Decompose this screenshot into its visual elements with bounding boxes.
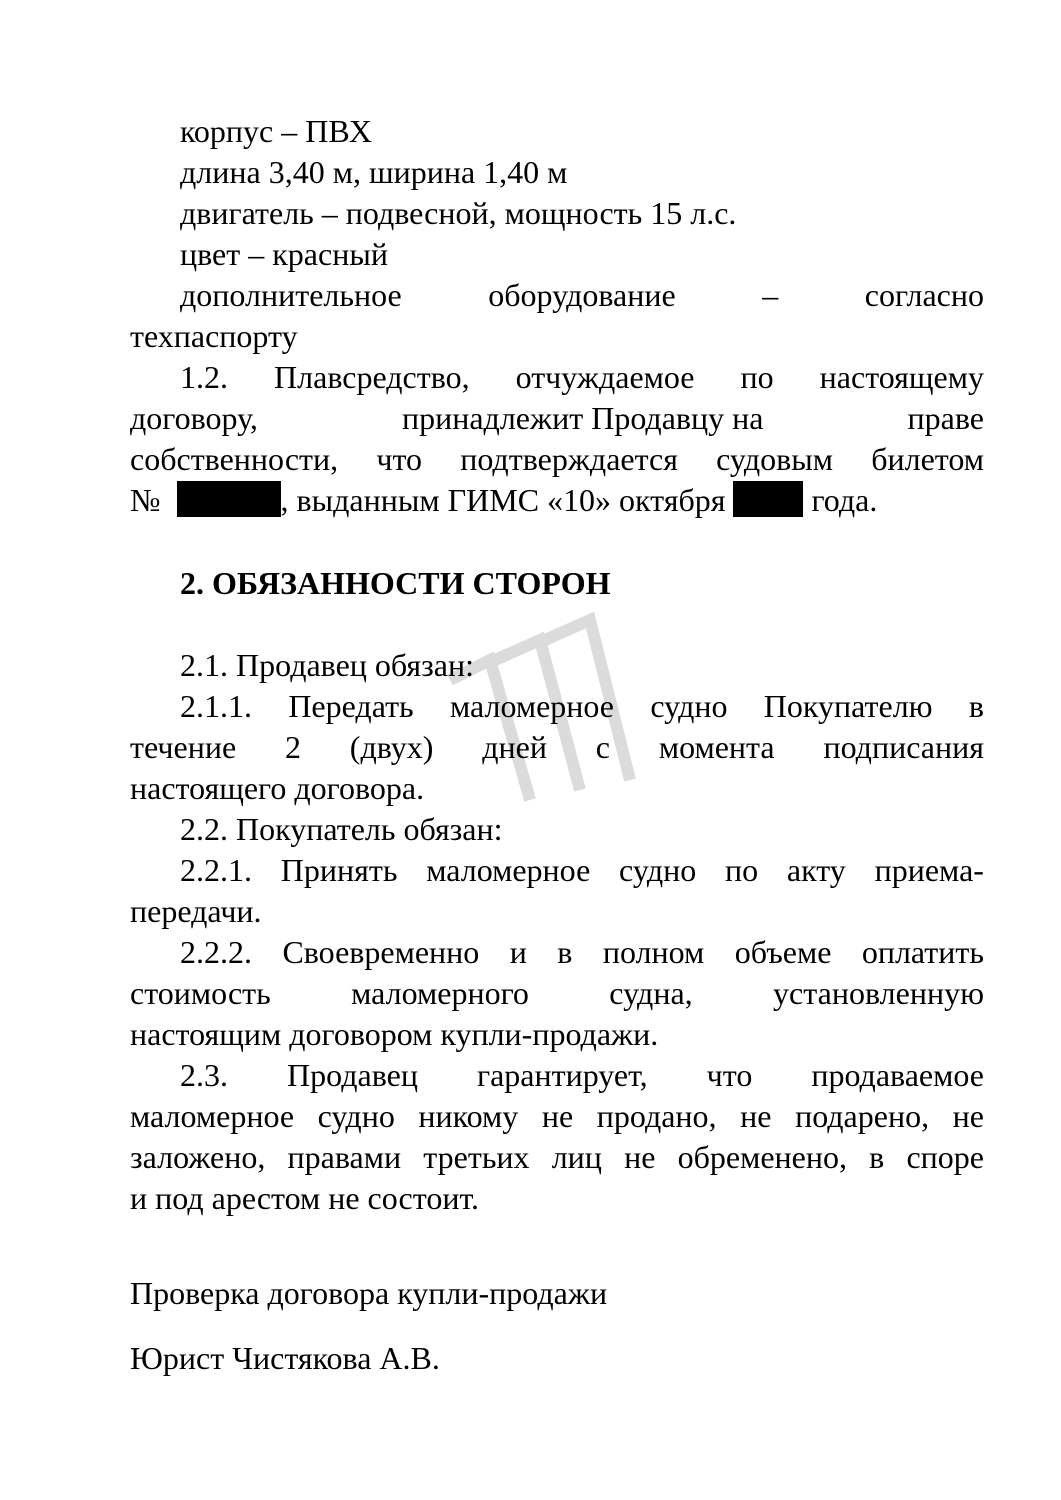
hull-line: корпус – ПВХ bbox=[180, 113, 373, 149]
word: лиц bbox=[551, 1139, 602, 1175]
word: праве bbox=[907, 400, 984, 436]
equipment-line bbox=[130, 275, 984, 316]
word: дополнительное bbox=[180, 277, 402, 313]
clause-2-1: 2.1. Продавец обязан: bbox=[180, 647, 474, 683]
word: отчуждаемое bbox=[515, 359, 695, 395]
word: в bbox=[557, 934, 573, 970]
clause-1-2-line-2 bbox=[130, 398, 984, 439]
word: приема- bbox=[874, 852, 984, 888]
word: 2.1.1. bbox=[180, 688, 252, 724]
word: подарено, bbox=[795, 1098, 930, 1134]
word: объеме bbox=[734, 934, 832, 970]
word: продано, bbox=[596, 1098, 717, 1134]
issued-text: , выданным ГИМС «10» октября bbox=[280, 482, 726, 518]
word: судно bbox=[619, 852, 697, 888]
word: билетом bbox=[871, 441, 984, 477]
clause-2-2-1-line-2: передачи. bbox=[130, 893, 262, 929]
word: третьих bbox=[423, 1139, 530, 1175]
word: принадлежит Продавцу на bbox=[401, 400, 764, 436]
clause-2-3-line-1 bbox=[130, 1055, 984, 1096]
word: маломерного bbox=[351, 975, 529, 1011]
word: стоимость bbox=[130, 975, 271, 1011]
word: Продавец bbox=[287, 1057, 418, 1093]
word: 2.2.2. bbox=[180, 934, 252, 970]
year-suffix: года. bbox=[803, 482, 878, 518]
word: оборудование bbox=[488, 277, 676, 313]
word: акту bbox=[786, 852, 846, 888]
word: 2.2.1. bbox=[180, 852, 252, 888]
redaction-year bbox=[733, 481, 803, 517]
word: подтверждается bbox=[460, 441, 678, 477]
word: установленную bbox=[773, 975, 984, 1011]
clause-2-3-line-4: и под арестом не состоит. bbox=[130, 1180, 480, 1216]
word: в bbox=[869, 1139, 885, 1175]
lawyer-signature: Юрист Чистякова А.В. bbox=[130, 1340, 440, 1376]
word: настоящему bbox=[819, 359, 984, 395]
word: что bbox=[376, 441, 423, 477]
clause-2-1-1-line-1 bbox=[130, 686, 984, 727]
word: и bbox=[509, 934, 527, 970]
word: 2 bbox=[284, 729, 301, 765]
clause-2-1-1-line-2 bbox=[130, 727, 984, 768]
clause-2-3-line-2 bbox=[130, 1096, 984, 1137]
word: дней bbox=[482, 729, 547, 765]
word: собственности, bbox=[130, 441, 339, 477]
word: продаваемое bbox=[811, 1057, 984, 1093]
word: не bbox=[740, 1098, 772, 1134]
clause-2-2-2-line-2 bbox=[130, 973, 984, 1014]
clause-1-2-line-1 bbox=[130, 357, 984, 398]
word: с bbox=[595, 729, 610, 765]
number-sign: № bbox=[130, 482, 161, 518]
word: договору, bbox=[130, 400, 258, 436]
word: судовым bbox=[716, 441, 834, 477]
clause-2-2-1-line-1 bbox=[130, 850, 984, 891]
word: не bbox=[624, 1139, 656, 1175]
word: споре bbox=[906, 1139, 984, 1175]
review-note: Проверка договора купли-продажи bbox=[130, 1275, 608, 1311]
word: по bbox=[740, 359, 774, 395]
word: – bbox=[762, 277, 779, 313]
word: никому bbox=[418, 1098, 519, 1134]
word: подписания bbox=[823, 729, 984, 765]
clause-2-2-2-line-3: настоящим договором купли-продажи. bbox=[130, 1016, 659, 1052]
section-1-tail bbox=[130, 111, 984, 521]
word: Принять bbox=[280, 852, 398, 888]
word: течение bbox=[130, 729, 237, 765]
section-2-heading: 2. ОБЯЗАННОСТИ СТОРОН bbox=[180, 565, 611, 601]
word: не bbox=[541, 1098, 574, 1134]
word: маломерное bbox=[449, 688, 614, 724]
word: заложено, bbox=[130, 1139, 266, 1175]
redaction-ticket-number bbox=[177, 481, 281, 517]
clause-2-2: 2.2. Покупатель обязан: bbox=[180, 811, 503, 847]
word: Передать bbox=[288, 688, 414, 724]
word: правами bbox=[287, 1139, 402, 1175]
word: согласно bbox=[864, 277, 984, 313]
word: Плавсредство, bbox=[274, 359, 470, 395]
word: что bbox=[706, 1057, 753, 1093]
word: судна, bbox=[609, 975, 693, 1011]
clause-2-3-line-3 bbox=[130, 1137, 984, 1178]
word: оплатить bbox=[861, 934, 984, 970]
clause-1-2-line-3 bbox=[130, 439, 984, 480]
word: (двух) bbox=[349, 729, 434, 765]
word: маломерное bbox=[130, 1098, 295, 1134]
section-2-body bbox=[130, 645, 984, 1219]
word: судно bbox=[317, 1098, 395, 1134]
word: маломерное bbox=[426, 852, 591, 888]
word: 2.3. bbox=[180, 1057, 228, 1093]
word: по bbox=[725, 852, 759, 888]
word: судно bbox=[650, 688, 728, 724]
clause-1-2-line-4 bbox=[130, 480, 984, 521]
equipment-end-line: техпаспорту bbox=[130, 318, 298, 354]
word: 1.2. bbox=[180, 359, 228, 395]
word: полном bbox=[602, 934, 705, 970]
word: Своевременно bbox=[282, 934, 480, 970]
word: гарантирует, bbox=[476, 1057, 648, 1093]
dimensions-line: длина 3,40 м, ширина 1,40 м bbox=[180, 154, 568, 190]
word: не bbox=[952, 1098, 984, 1134]
engine-line: двигатель – подвесной, мощность 15 л.с. bbox=[180, 195, 737, 231]
clause-2-1-1-line-3: настоящего договора. bbox=[130, 770, 425, 806]
word: обременено, bbox=[677, 1139, 847, 1175]
clause-2-2-2-line-1 bbox=[130, 932, 984, 973]
word: в bbox=[968, 688, 984, 724]
word: Покупателю bbox=[763, 688, 933, 724]
word: момента bbox=[658, 729, 775, 765]
color-line: цвет – красный bbox=[180, 236, 388, 272]
